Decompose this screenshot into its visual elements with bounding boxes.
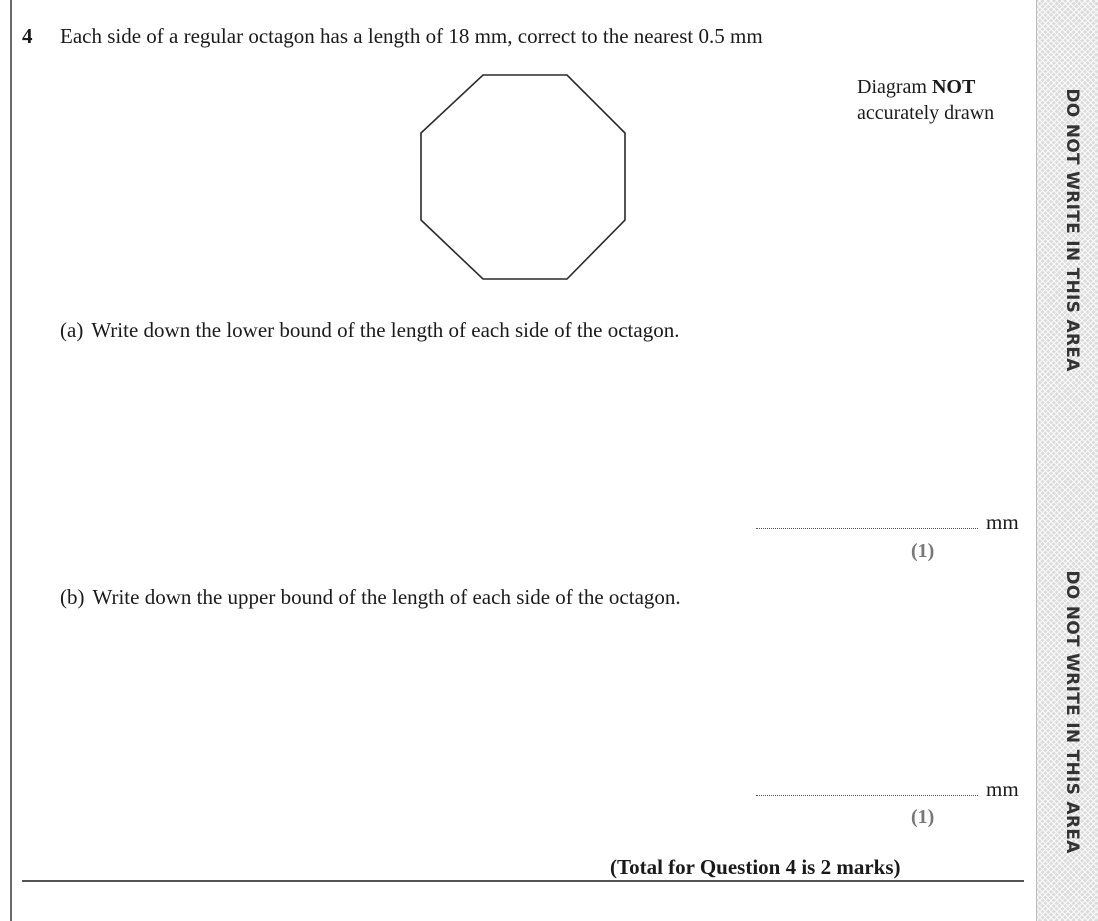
- part-a-marks: (1): [911, 540, 935, 562]
- part-b-unit: mm: [986, 777, 1019, 801]
- question-number: 4: [22, 24, 33, 48]
- part-a-answer-line[interactable]: [756, 528, 978, 529]
- part-a-question: [60, 318, 679, 343]
- part-a-unit: mm: [986, 510, 1019, 534]
- part-b-label: (b): [60, 585, 85, 609]
- total-marks: (Total for Question 4 is 2 marks): [610, 855, 901, 879]
- diagram-note-bold: NOT: [931, 76, 976, 98]
- diagram-note: [857, 74, 994, 126]
- part-b-marks: (1): [911, 806, 935, 828]
- octagon-diagram: [415, 70, 631, 284]
- octagon-shape: [421, 75, 625, 279]
- part-a-text: Write down the lower bound of the length of each side of the octagon.: [91, 318, 680, 342]
- margin-warning-top: DO NOT WRITE IN THIS AREA: [1062, 88, 1082, 372]
- margin-warning-bottom: DO NOT WRITE IN THIS AREA: [1062, 570, 1082, 854]
- part-b-question: [60, 585, 681, 610]
- question-text: Each side of a regular octagon has a length of 18 mm, correct to the nearest 0.5 mm: [60, 24, 763, 48]
- part-b-answer-line[interactable]: [756, 795, 978, 796]
- diagram-note-line2: accurately drawn: [857, 102, 995, 124]
- part-a-label: (a): [60, 318, 84, 342]
- left-margin-rule: [10, 0, 12, 921]
- diagram-note-prefix: Diagram: [857, 76, 932, 98]
- part-b-text: Write down the upper bound of the length of each side of the octagon.: [92, 585, 681, 609]
- question-end-rule: [22, 880, 1024, 882]
